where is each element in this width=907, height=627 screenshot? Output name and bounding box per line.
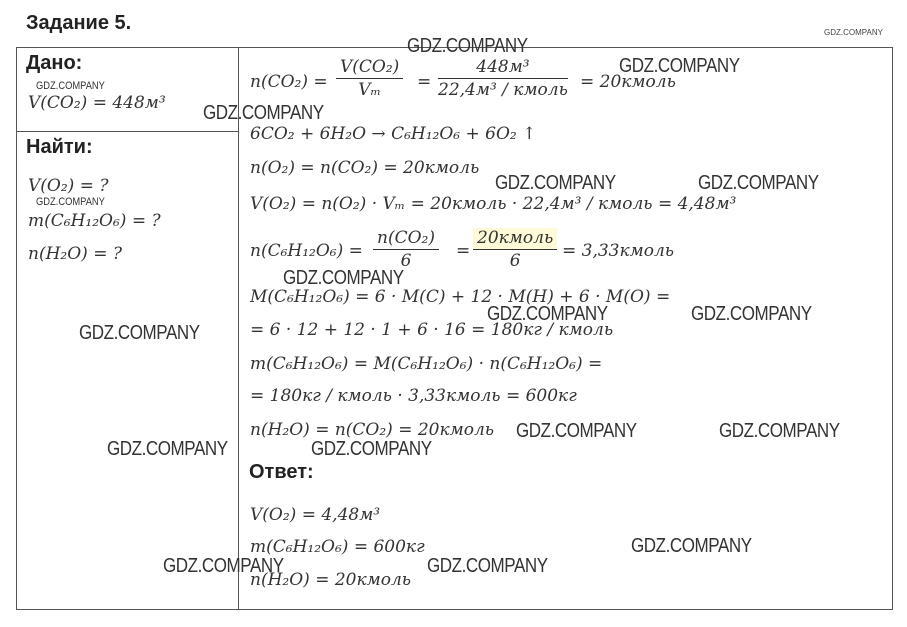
eq5-equals: = <box>456 241 471 261</box>
watermark: GDZ.COMPANY <box>427 555 548 577</box>
answer-item: m(C₆H₁₂O₆) = 600кг <box>250 537 425 557</box>
eq5-frac2-denominator: 6 <box>509 251 521 271</box>
find-item: n(H₂O) = ? <box>28 244 122 264</box>
row-divider <box>16 131 238 132</box>
solution-line: m(C₆H₁₂O₆) = M(C₆H₁₂O₆) · n(C₆H₁₂O₆) = <box>250 354 603 374</box>
eq1-frac2-numerator: 448м³ <box>438 57 568 79</box>
eq1-fraction-2 <box>438 57 568 100</box>
watermark: GDZ.COMPANY <box>698 172 819 194</box>
watermark: GDZ.COMPANY <box>824 28 883 37</box>
eq1-frac1-numerator: V(CO₂) <box>336 57 403 79</box>
watermark: GDZ.COMPANY <box>107 438 228 460</box>
eq5-frac1-numerator: n(CO₂) <box>373 228 439 250</box>
watermark: GDZ.COMPANY <box>619 55 740 77</box>
watermark: GDZ.COMPANY <box>495 172 616 194</box>
column-divider <box>238 47 239 610</box>
answer-item: V(O₂) = 4,48м³ <box>250 505 381 525</box>
eq1-equals: = <box>417 72 432 92</box>
solution-line: n(O₂) = n(CO₂) = 20кмоль <box>250 158 480 178</box>
find-item: V(O₂) = ? <box>28 176 109 196</box>
answer-item: n(H₂O) = 20кмоль <box>250 570 412 590</box>
eq1-fraction-1 <box>336 57 403 100</box>
eq1-lhs: n(CO₂) = <box>250 72 328 92</box>
solution-line: = 6 · 12 + 12 · 1 + 6 · 16 = 180кг / кмоль <box>250 320 614 340</box>
watermark: GDZ.COMPANY <box>487 303 608 325</box>
eq5-frac2-numerator: 20кмоль <box>473 228 557 250</box>
solution-line: n(H₂O) = n(CO₂) = 20кмоль <box>250 420 495 440</box>
eq5-fraction-1 <box>373 228 439 271</box>
answer-heading: Ответ: <box>249 461 314 483</box>
given-heading: Дано: <box>26 52 83 74</box>
eq1-frac1-denominator: Vₘ <box>358 80 381 100</box>
watermark: GDZ.COMPANY <box>163 555 284 577</box>
task-title: Задание 5. <box>26 12 132 34</box>
find-item: m(C₆H₁₂O₆) = ? <box>28 211 161 231</box>
watermark: GDZ.COMPANY <box>283 267 404 289</box>
watermark: GDZ.COMPANY <box>79 322 200 344</box>
eq5-frac1-denominator: 6 <box>400 251 412 271</box>
solution-line: = 180кг / кмоль · 3,33кмоль = 600кг <box>250 386 577 406</box>
eq5-lhs: n(C₆H₁₂O₆) = <box>250 241 363 261</box>
watermark: GDZ.COMPANY <box>36 80 105 92</box>
reaction-equation: 6CO₂ + 6H₂O → C₆H₁₂O₆ + 6O₂ ↑ <box>250 124 537 144</box>
solution-line: M(C₆H₁₂O₆) = 6 · M(C) + 12 · M(H) + 6 · M(O) = <box>250 287 671 307</box>
eq1-result: = 20кмоль <box>580 72 676 92</box>
watermark: GDZ.COMPANY <box>36 196 105 208</box>
find-heading: Найти: <box>26 136 93 158</box>
watermark: GDZ.COMPANY <box>631 535 752 557</box>
watermark: GDZ.COMPANY <box>407 35 528 57</box>
watermark: GDZ.COMPANY <box>516 420 637 442</box>
eq5-fraction-2 <box>473 228 557 271</box>
eq5-result: = 3,33кмоль <box>562 241 675 261</box>
watermark: GDZ.COMPANY <box>311 438 432 460</box>
eq1-frac2-denominator: 22,4м³ / кмоль <box>438 80 568 100</box>
watermark: GDZ.COMPANY <box>203 102 324 124</box>
given-item: V(CO₂) = 448м³ <box>28 93 166 113</box>
solution-line: V(O₂) = n(O₂) · Vₘ = 20кмоль · 22,4м³ / кмоль = 4,48м³ <box>250 194 737 214</box>
watermark: GDZ.COMPANY <box>719 420 840 442</box>
watermark: GDZ.COMPANY <box>691 303 812 325</box>
